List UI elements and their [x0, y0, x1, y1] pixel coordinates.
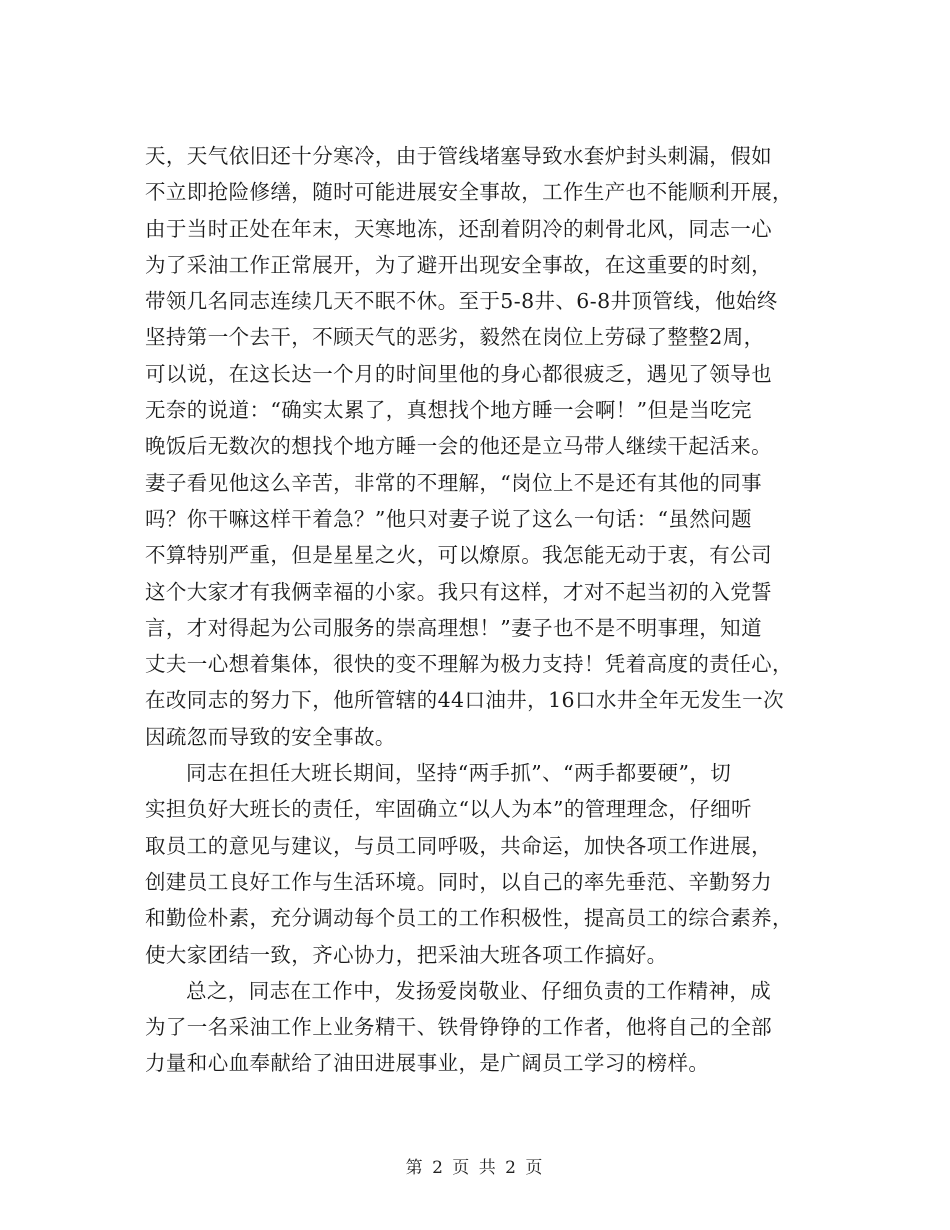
text-line: 坚持第一个去干，不顾天气的恶劣，毅然在岗位上劳碌了整整2周，: [145, 325, 765, 350]
text-line: 在改同志的努力下，他所管辖的44口油井，16口水井全年无发生一次: [145, 688, 784, 713]
paragraph-2: [145, 755, 815, 973]
text-line: 无奈的说道：“确实太累了，真想找个地方睡一会啊！”但是当吃完: [145, 398, 752, 423]
text-line: 为了采油工作正常展开，为了避开出现安全事故，在这重要的时刻，: [145, 252, 772, 277]
text-line: 不算特别严重，但是星星之火，可以燎原。我怎能无动于衷，有公司: [145, 543, 772, 568]
paragraph-1: [145, 138, 815, 755]
text-line: 带领几名同志连续几天不眠不休。至于5-8井、6-8井顶管线，他始终: [145, 289, 778, 314]
text-line: 因疏忽而导致的安全事故。: [145, 724, 396, 749]
text-line: 实担负好大班长的责任，牢固确立“以人为本”的管理理念，仔细听: [145, 797, 752, 822]
text-line: 为了一名采油工作上业务精干、铁骨铮铮的工作者，他将自己的全部: [145, 1015, 772, 1040]
text-line: 言，才对得起为公司服务的崇高理想！”妻子也不是不明事理，知道: [145, 615, 762, 640]
text-line: 和勤俭朴素，充分调动每个员工的工作积极性，提高员工的综合素养，: [145, 906, 793, 931]
text-line: 可以说，在这长达一个月的时间里他的身心都很疲乏，遇见了领导也: [145, 361, 772, 386]
text-line: 不立即抢险修缮，随时可能进展安全事故，工作生产也不能顺利开展，: [145, 180, 793, 205]
text-line: 这个大家才有我俩幸福的小家。我只有这样，才对不起当初的入党誓: [145, 579, 772, 604]
text-line: 丈夫一心想着集体，很快的变不理解为极力支持！凭着高度的责任心，: [145, 652, 793, 677]
text-line: 吗？你干嘛这样干着急？”他只对妻子说了这么一句话：“虽然问题: [145, 506, 752, 531]
text-line: 由于当时正处在年末，天寒地冻，还刮着阴冷的刺骨北风，同志一心: [145, 216, 772, 241]
text-line: 晚饭后无数次的想找个地方睡一会的他还是立马带人继续干起活来。: [145, 434, 772, 459]
text-line: 总之，同志在工作中，发扬爱岗敬业、仔细负责的工作精神，成: [186, 978, 772, 1003]
text-line: 同志在担任大班长期间，坚持“两手抓”、“两手都要硬”，切: [186, 761, 732, 786]
page-number-footer: 第 2 页 共 2 页: [405, 1158, 545, 1178]
text-line: 力量和心血奉献给了油田进展事业，是广阔员工学习的榜样。: [145, 1051, 710, 1076]
text-line: 取员工的意见与建议，与员工同呼吸，共命运，加快各项工作进展，: [145, 833, 772, 858]
text-line: 妻子看见他这么辛苦，非常的不理解，“岗位上不是还有其他的同事: [145, 470, 762, 495]
text-line: 创建员工良好工作与生活环境。同时，以自己的率先垂范、辛勤努力: [145, 869, 772, 894]
paragraph-3: [145, 973, 815, 1082]
text-line: 使大家团结一致，齐心协力，把采油大班各项工作搞好。: [145, 942, 668, 967]
text-line: 天，天气依旧还十分寒冷，由于管线堵塞导致水套炉封头刺漏，假如: [145, 144, 772, 168]
document-body: [145, 138, 815, 1082]
